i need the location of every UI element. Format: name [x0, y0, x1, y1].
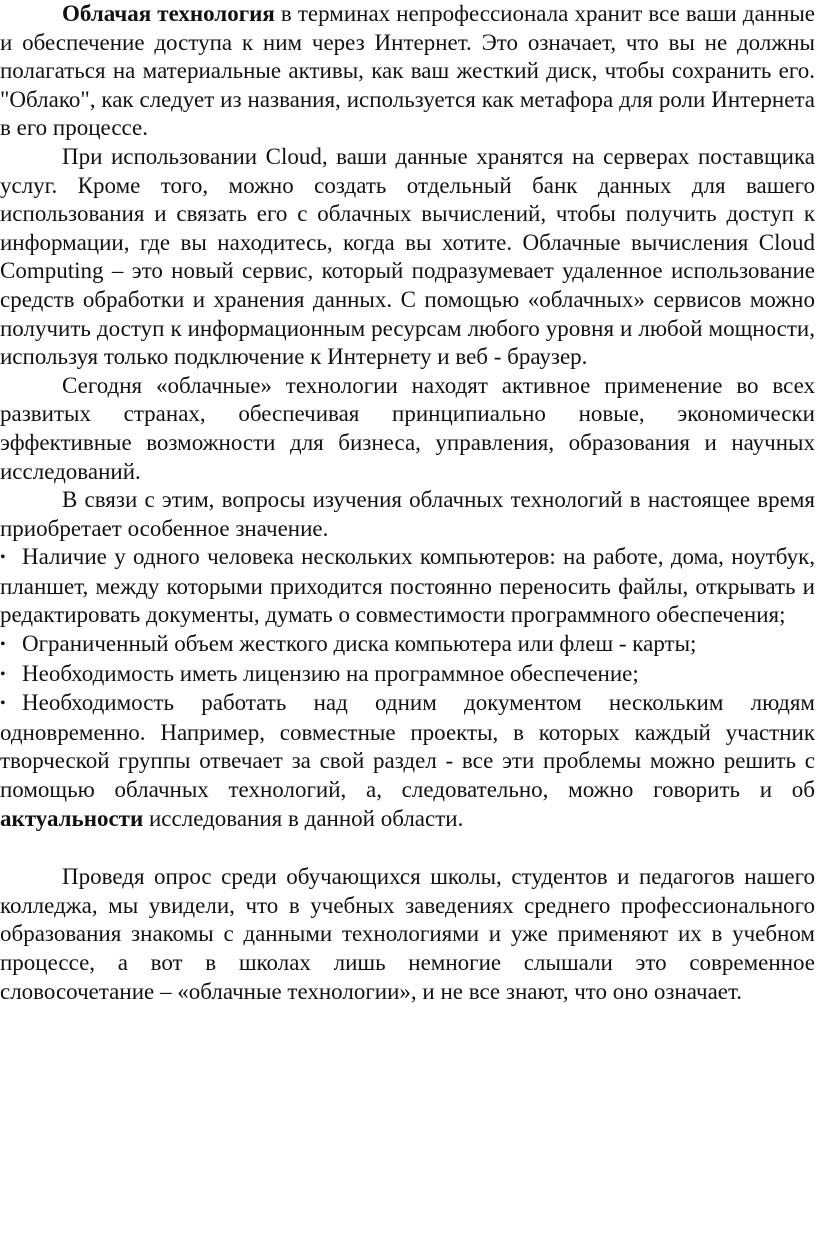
list-item — [0, 660, 815, 690]
bullet-icon: • — [0, 665, 6, 683]
list-item-text: Необходимость иметь лицензию на программное обеспечение; — [22, 660, 639, 686]
bold-term: Облачая технология — [62, 1, 275, 26]
bullet-icon: • — [0, 636, 6, 654]
paragraph-cloud-definition — [0, 0, 815, 143]
list-item-text: Ограниченный объем жесткого диска компьютера или флеш - карты; — [22, 631, 697, 657]
paragraph-relevance: В связи с этим, вопросы изучения облачных технологий в настоящее время приобретает особенное значение. — [0, 487, 815, 541]
list-item-text: Наличие у одного человека нескольких компьютеров: на работе, дома, ноутбук, планшет, между которыми приходится постоянно переносить файлы, открывать и редактировать документы, думать о совместимости программного обеспечения; — [0, 544, 815, 628]
paragraph-text: в терминах непрофессионала хранит все ваши данные и обеспечение доступа к ним через Интернет. Это означает, что вы не должны полагаться на материальные активы, как ваш жесткий диск, чтобы сохранить его. "Облако", как следует из названия, используется как метафора для роли Интернета в его процессе. — [0, 1, 815, 141]
problem-list — [0, 543, 815, 833]
list-item — [0, 630, 815, 660]
paragraph-cloud-adoption: Сегодня «облачные» технологии находят активное применение во всех развитых странах, обеспечивая принципиально новые, экономически эффективные возможности для бизнеса, управления, образования и научных исследований. — [0, 372, 815, 484]
blank-line — [0, 833, 815, 863]
list-item-text: Необходимость работать над одним документом нескольким людям одновременно. Например, совместные проекты, в которых каждый участник творческой группы отвечает за свой раздел - все эти проблемы можно решить с помощью облачных технологий, а, следовательно, можно говорить и об — [0, 690, 815, 803]
paragraph-cloud-usage: При использовании Cloud, ваши данные хранятся на серверах поставщика услуг. Кроме того, можно создать отдельный банк данных для вашего использования и связать его с облачных вычислений, чтобы получить доступ к информации, где вы находитесь, когда вы хотите. Облачные вычисления Cloud Computing – это новый сервис, который подразумевает удаленное использование средств обработки и хранения данных. С помощью «облачных» сервисов можно получить доступ к информационным ресурсам любого уровня и любой мощности, используя только подключение к Интернету и веб - браузер. — [0, 143, 815, 370]
list-item-text-tail: исследования в данной области. — [143, 805, 464, 831]
list-item — [0, 689, 815, 833]
list-item — [0, 543, 815, 630]
bullet-icon: • — [0, 549, 6, 567]
bullet-icon: • — [0, 695, 6, 713]
paragraph-survey: Проведя опрос среди обучающихся школы, студентов и педагогов нашего колледжа, мы увидели, что в учебных заведениях среднего профессионального образования знакомы с данными технологиями и уже применяют их в учебном процессе, а вот в школах лишь немногие слышали это современное словосочетание – «облачные технологии», и не все знают, что оно означает. — [0, 864, 815, 1004]
bold-term: актуальности — [0, 805, 144, 831]
